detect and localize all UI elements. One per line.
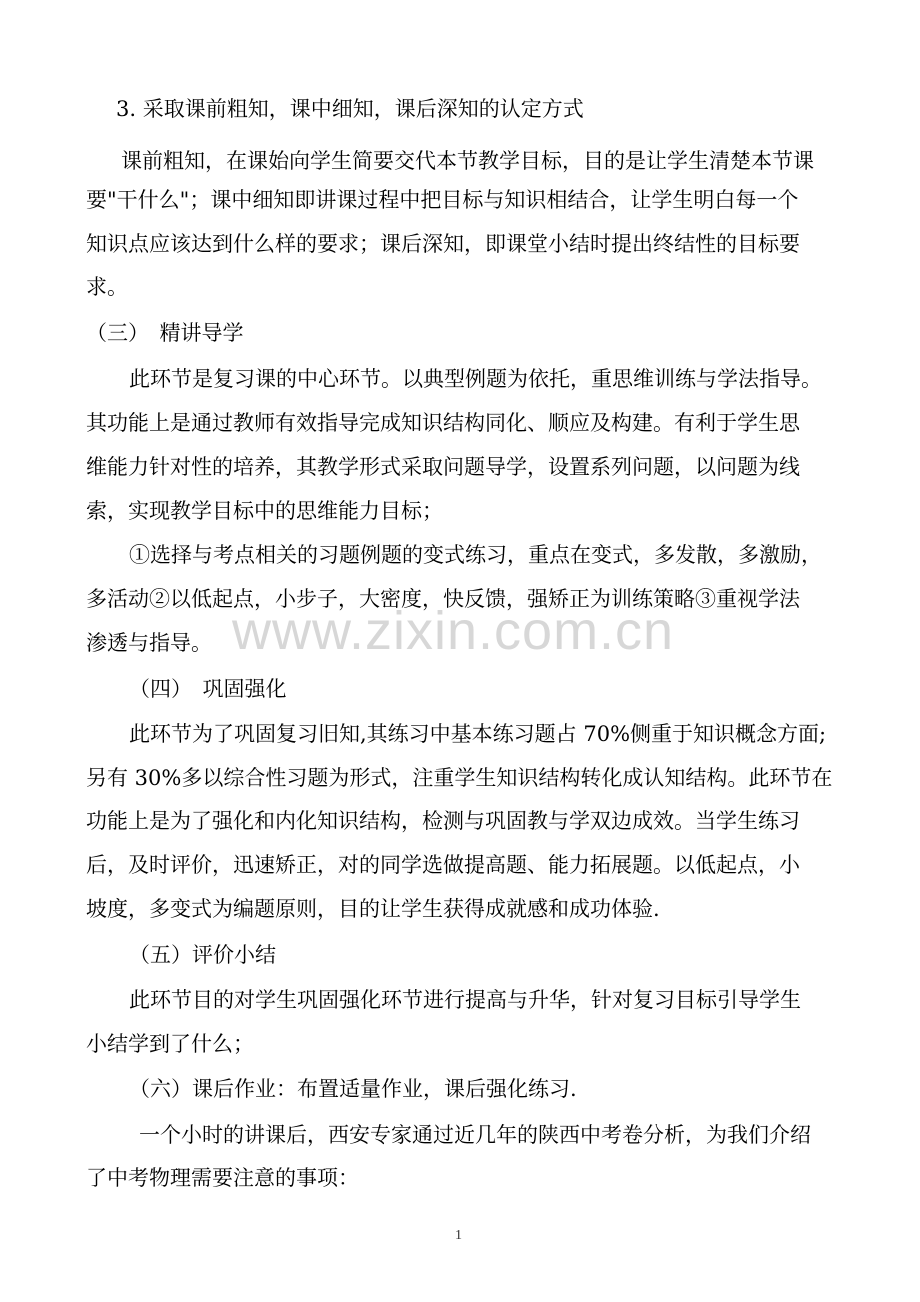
text-line: 小结学到了什么； — [86, 1032, 254, 1056]
text-line: 此环节目的对学生巩固强化环节进行提高与升华，针对复习目标引导学生 — [129, 988, 801, 1012]
text-line: 坡度，多变式为编题原则，目的让学生获得成就感和成功体验. — [86, 897, 660, 921]
text-line: 要"干什么"；课中细知即讲课过程中把目标与知识相结合，让学生明白每一个 — [86, 188, 799, 212]
section-heading: （六）课后作业：布置适量作业，课后强化练习. — [129, 1077, 577, 1101]
text-line: 此环节是复习课的中心环节。以典型例题为依托，重思维训练与学法指导。 — [129, 367, 822, 391]
text-line: 课前粗知，在课始向学生简要交代本节教学目标，目的是让学生清楚本节课 — [121, 149, 814, 173]
text-line: 渗透与指导。 — [86, 631, 212, 655]
page-number: 1 — [455, 1228, 462, 1243]
watermark: www.zixin.com.cn — [232, 601, 675, 661]
text-line: 功能上是为了强化和内化知识结构，检测与巩固教与学双边成效。当学生练习 — [86, 809, 800, 833]
section-heading: （五）评价小结 — [129, 943, 276, 967]
text-line: 索，实现教学目标中的思维能力目标； — [86, 499, 443, 523]
text-line: 后，及时评价，迅速矫正，对的同学选做提高题、能力拓展题。以低起点，小 — [86, 853, 800, 877]
section-heading: （三） 精讲导学 — [86, 321, 244, 345]
text-line: 此环节为了巩固复习旧知,其练习中基本练习题占 70%侧重于知识概念方面; — [129, 722, 827, 746]
text-line: 知识点应该达到什么样的要求；课后深知，即课堂小结时提出终结性的目标要 — [86, 232, 800, 256]
text-line: 多活动②以低起点，小步子，大密度，快反馈，强矫正为训练策略③重视学法 — [86, 587, 800, 611]
text-line: 另有 30%多以综合性习题为形式，注重学生知识结构转化成认知结构。此环节在 — [86, 766, 833, 790]
text-line: ①选择与考点相关的习题例题的变式练习，重点在变式，多发散，多激励， — [129, 543, 822, 567]
text-line: 求。 — [86, 275, 128, 299]
text-line: 其功能上是通过教师有效指导完成知识结构同化、顺应及构建。有利于学生思 — [86, 411, 800, 435]
text-line: 3. 采取课前粗知，课中细知，课后深知的认定方式 — [116, 97, 584, 121]
section-heading: （四） 巩固强化 — [129, 677, 287, 701]
text-line: 一个小时的讲课后，西安专家通过近几年的陕西中考卷分析，为我们介绍 — [139, 1123, 811, 1147]
text-line: 维能力针对性的培养，其教学形式采取问题导学，设置系列问题，以问题为线 — [86, 455, 800, 479]
text-line: 了中考物理需要注意的事项： — [86, 1166, 359, 1190]
